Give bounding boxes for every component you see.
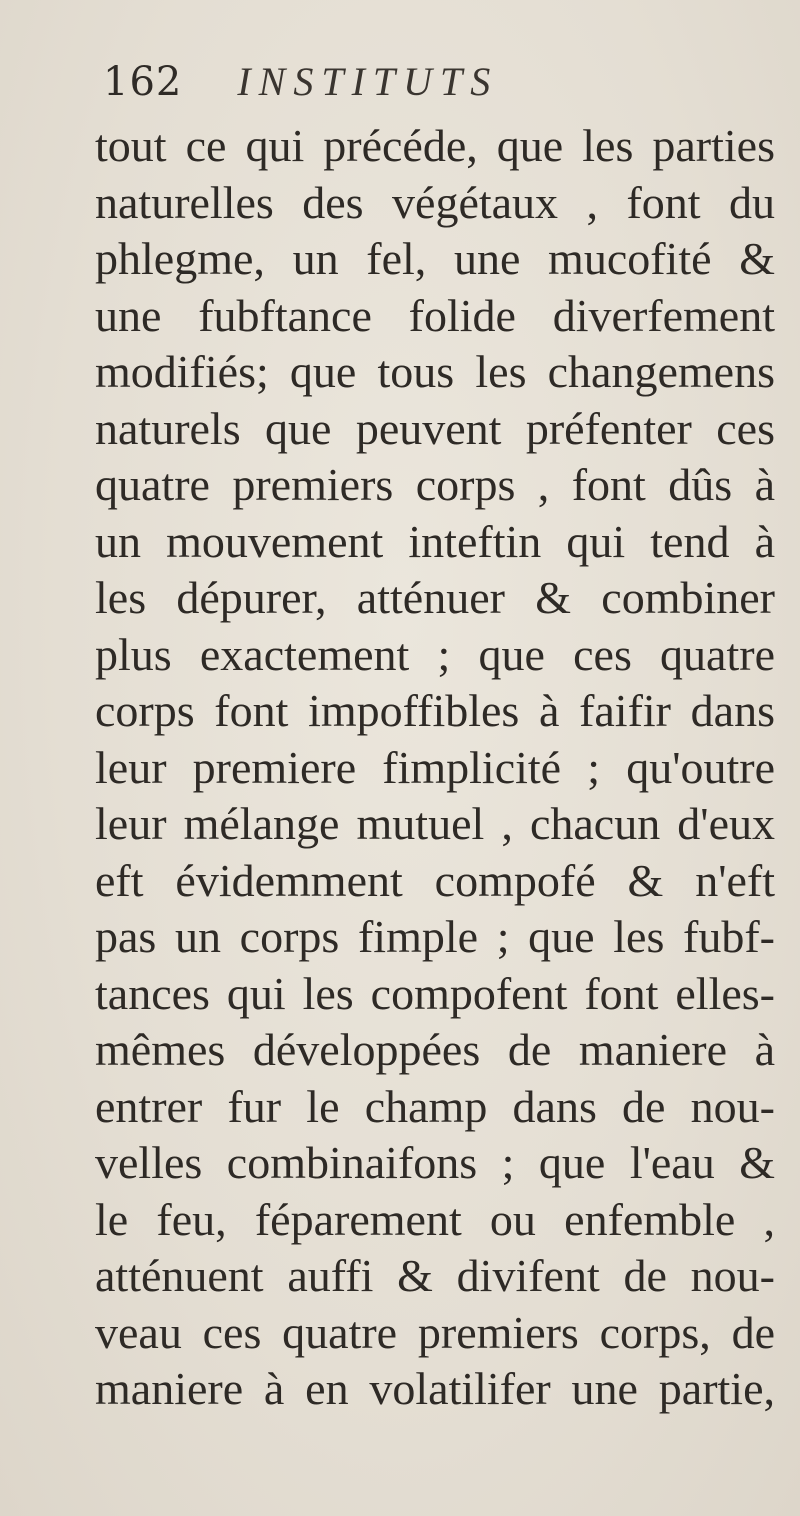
text-line: le feu, féparement ou enfemble , [95, 1193, 775, 1245]
text-line: phlegme, un fel, une mucofité & [95, 233, 775, 284]
text-line: les dépurer, atténuer & combiner [95, 572, 775, 623]
running-title: INSTITUTS [237, 59, 499, 104]
body-text [95, 118, 775, 1418]
text-line: eft évidemment compofé & n'eft [95, 854, 775, 906]
text-line: maniere à en volatilifer une partie, [95, 1363, 775, 1414]
text-line: tout ce qui précéde, que les parties [95, 120, 775, 171]
text-line: corps font impoffibles à faifir dans [95, 685, 775, 736]
text-line: plus exactement ; que ces quatre [95, 628, 775, 680]
text-line: leur premiere fimplicité ; qu'outre [95, 741, 775, 793]
text-line: velles combinaifons ; que l'eau & [95, 1137, 775, 1188]
text-line: leur mélange mutuel , chacun d'eux [95, 798, 775, 849]
text-line: naturels que peuvent préfenter ces [95, 402, 775, 454]
text-line: un mouvement inteftin qui tend à [95, 515, 775, 567]
text-line: modifiés; que tous les changemens [95, 346, 775, 397]
page-number: 162 [103, 59, 183, 105]
text-line: naturelles des végétaux , font du [95, 176, 775, 228]
text-line: quatre premiers corps , font dûs à [95, 459, 775, 510]
text-line: tances qui les compofent font elles- [95, 967, 775, 1019]
running-head [103, 58, 498, 110]
text-line: mêmes développées de maniere à [95, 1024, 775, 1075]
text-line: veau ces quatre premiers corps, de [95, 1306, 775, 1358]
text-line: pas un corps fimple ; que les fubf- [95, 911, 775, 962]
text-line: entrer fur le champ dans de nou- [95, 1080, 775, 1132]
text-line: atténuent auffi & divifent de nou- [95, 1250, 775, 1301]
text-line: une fubftance folide diverfement [95, 289, 775, 341]
